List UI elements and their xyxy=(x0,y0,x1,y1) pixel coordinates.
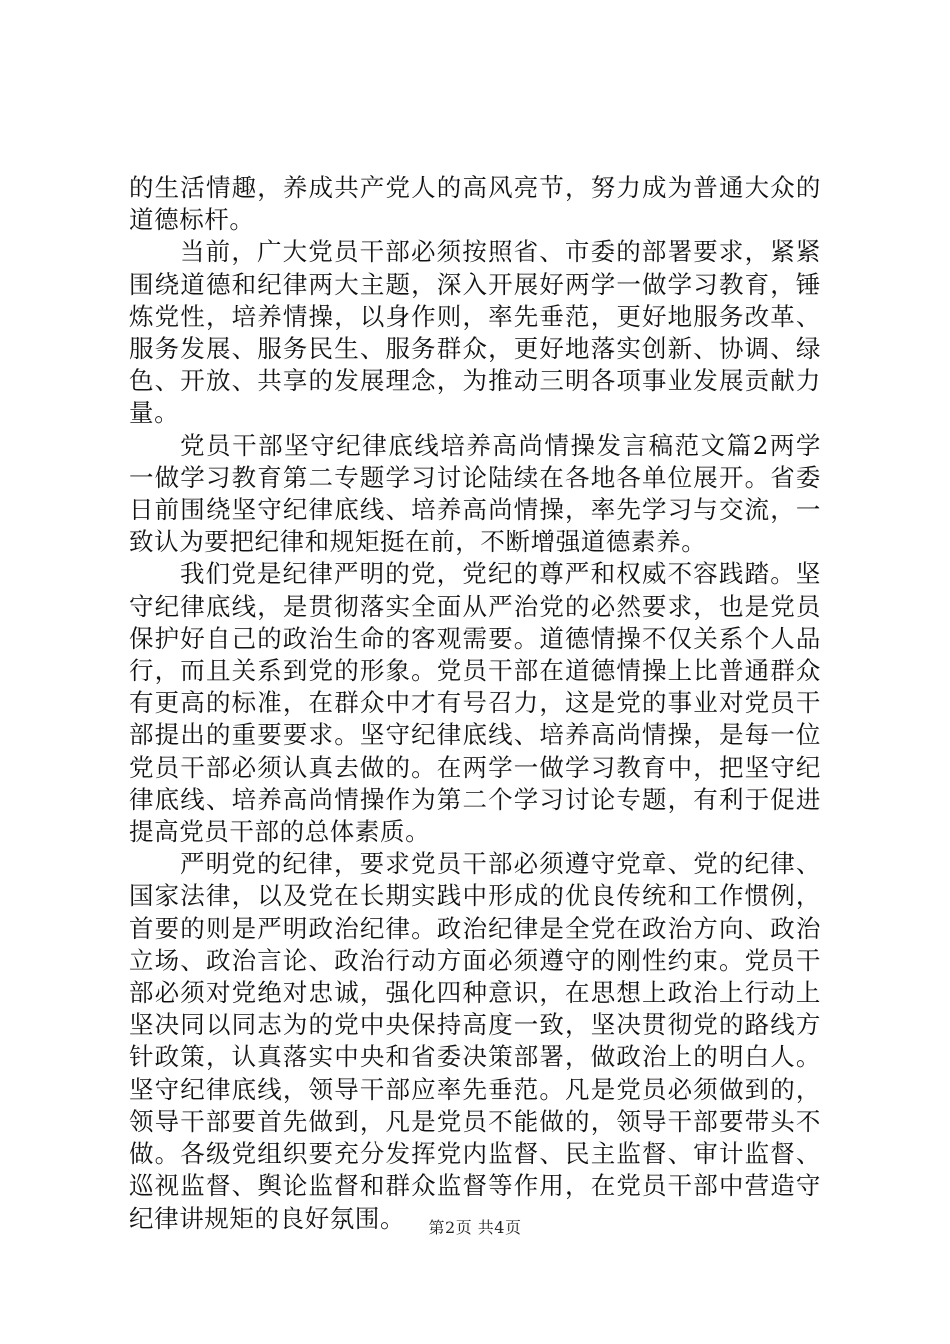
paragraph: 当前，广大党员干部必须按照省、市委的部署要求，紧紧围绕道德和纪律两大主题，深入开展好两学一做学习教育，锤炼党性，培养情操，以身作则，率先垂范，更好地服务改革、服务发展、服务民生、服务群众，更好地落实创新、协调、绿色、开放、共享的发展理念，为推动三明各项事业发展贡献力量。 xyxy=(129,237,821,428)
paragraph-continued: 的生活情趣，养成共产党人的高风亮节，努力成为普通大众的道德标杆。 xyxy=(129,173,821,235)
page-number: 第2页 共4页 xyxy=(428,1218,522,1237)
page-footer xyxy=(0,1215,950,1238)
document-body xyxy=(129,172,821,1235)
paragraph: 我们党是纪律严明的党，党纪的尊严和权威不容践踏。坚守纪律底线，是贯彻落实全面从严治党的必然要求，也是党员保护好自己的政治生命的客观需要。道德情操不仅关系个人品行，而且关系到党的形象。党员干部在道德情操上比普通群众有更高的标准，在群众中才有号召力，这是党的事业对党员干部提出的重要要求。坚守纪律底线、培养高尚情操，是每一位党员干部必须认真去做的。在两学一做学习教育中，把坚守纪律底线、培养高尚情操作为第二个学习讨论专题，有利于促进提高党员干部的总体素质。 xyxy=(129,559,821,847)
paragraph: 严明党的纪律，要求党员干部必须遵守党章、党的纪律、国家法律，以及党在长期实践中形成的优良传统和工作惯例，首要的则是严明政治纪律。政治纪律是全党在政治方向、政治立场、政治言论、政治行动方面必须遵守的刚性约束。党员干部必须对党绝对忠诚，强化四种意识，在思想上政治上行动上坚决同以同志为的党中央保持高度一致，坚决贯彻党的路线方针政策，认真落实中央和省委决策部署，做政治上的明白人。坚守纪律底线，领导干部应率先垂范。凡是党员必须做到的，领导干部要首先做到，凡是党员不能做的，领导干部要带头不做。各级党组织要充分发挥党内监督、民主监督、审计监督、巡视监督、舆论监督和群众监督等作用，在党员干部中营造守纪律讲规矩的良好氛围。 xyxy=(129,849,821,1233)
paragraph: 党员干部坚守纪律底线培养高尚情操发言稿范文篇2两学一做学习教育第二专题学习讨论陆续在各地各单位展开。省委日前围绕坚守纪律底线、培养高尚情操，率先学习与交流，一致认为要把纪律和规矩挺在前，不断增强道德素养。 xyxy=(129,430,821,557)
